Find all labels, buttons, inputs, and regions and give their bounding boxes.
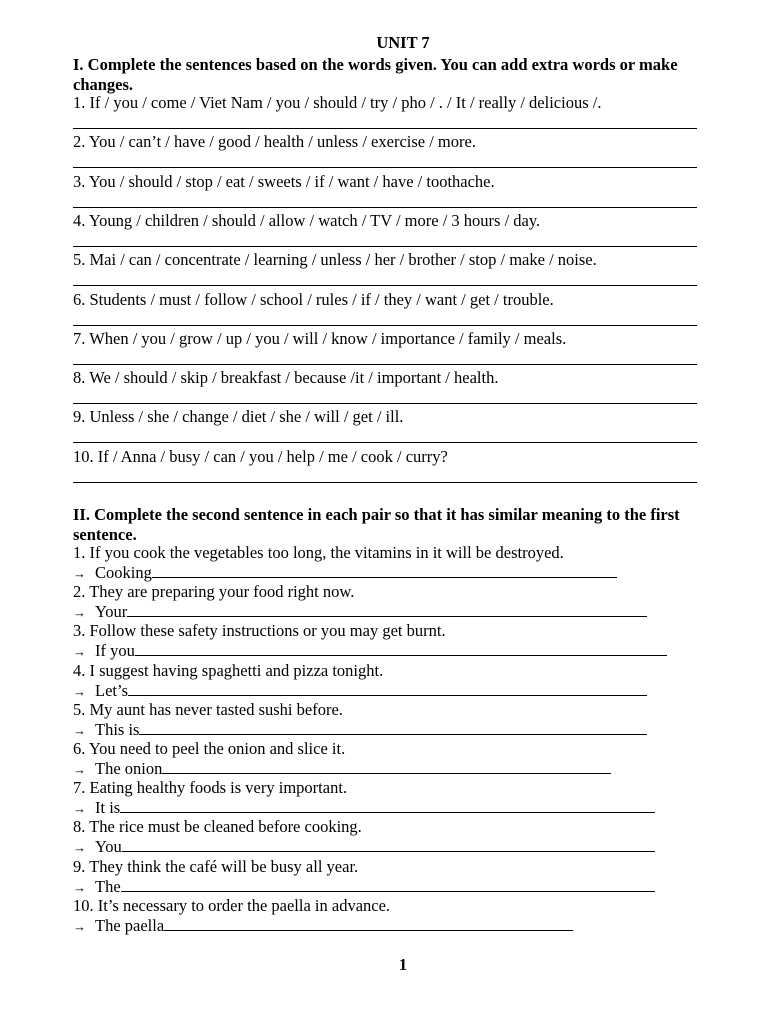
section-2-sentence: 9. They think the café will be busy all year.: [73, 856, 359, 876]
arrow-icon: →: [73, 644, 86, 660]
answer-line[interactable]: [73, 442, 697, 443]
answer-blank[interactable]: [162, 759, 611, 774]
answer-blank[interactable]: [122, 837, 655, 852]
rewrite-line: [73, 681, 647, 702]
rewrite-line: [73, 837, 655, 858]
section-1-item: 2. You / can’t / have / good / health / unless / exercise / more.: [73, 132, 476, 152]
answer-line[interactable]: [73, 246, 697, 247]
answer-blank[interactable]: [152, 563, 617, 578]
page-number: 1: [398, 955, 408, 974]
section-1-item: 6. Students / must / follow / school / rules / if / they / want / get / trouble.: [73, 289, 554, 309]
rewrite-line: [73, 602, 647, 623]
rewrite-line: [73, 798, 655, 819]
section-1-heading: I. Complete the sentences based on the words given. You can add extra words or make changes.: [73, 55, 678, 94]
arrow-icon: →: [73, 840, 86, 856]
section-2-sentence: 7. Eating healthy foods is very important.: [73, 778, 348, 798]
rewrite-start: The onion: [95, 759, 163, 778]
rewrite-line: [73, 759, 611, 780]
arrow-icon: →: [73, 683, 86, 699]
rewrite-start: You: [95, 837, 122, 857]
rewrite-start: If you: [95, 641, 135, 661]
section-2-sentence: 5. My aunt has never tasted sushi before.: [73, 699, 343, 719]
answer-line[interactable]: [73, 207, 697, 208]
answer-blank[interactable]: [128, 681, 647, 696]
arrow-icon: →: [73, 722, 86, 738]
rewrite-start: Cooking: [95, 563, 152, 582]
answer-line[interactable]: [73, 167, 697, 168]
answer-blank[interactable]: [139, 720, 647, 735]
section-2-sentence: 1. If you cook the vegetables too long, the vitamins in it will be destroyed.: [73, 543, 564, 562]
rewrite-start: The: [95, 876, 121, 896]
section-1-item: 9. Unless / she / change / diet / she / will / get / ill.: [73, 407, 404, 427]
arrow-icon: →: [73, 605, 86, 621]
section-2-sentence: 10. It’s necessary to order the paella in advance.: [73, 895, 391, 915]
answer-blank[interactable]: [120, 798, 655, 813]
section-1-item: 1. If / you / come / Viet Nam / you / should / try / pho / . / It / really / delicious /.: [73, 93, 602, 112]
section-2-sentence: 6. You need to peel the onion and slice it.: [73, 739, 346, 758]
rewrite-start: This is: [95, 719, 140, 739]
section-2-sentence: 3. Follow these safety instructions or you may get burnt.: [73, 621, 446, 641]
rewrite-line: [73, 916, 573, 937]
answer-line[interactable]: [73, 325, 697, 326]
section-1-item: 5. Mai / can / concentrate / learning / unless / her / brother / stop / make / noise.: [73, 250, 597, 270]
section-1-item: 3. You / should / stop / eat / sweets / if / want / have / toothache.: [73, 171, 495, 191]
rewrite-line: [73, 563, 617, 584]
answer-blank[interactable]: [135, 641, 667, 656]
section-2-sentence: 4. I suggest having spaghetti and pizza tonight.: [73, 660, 384, 680]
arrow-icon: →: [73, 762, 86, 777]
section-2-sentence: 8. The rice must be cleaned before cooking.: [73, 817, 362, 837]
section-1-item: 4. Young / children / should / allow / watch / TV / more / 3 hours / day.: [73, 210, 541, 230]
answer-line[interactable]: [73, 364, 697, 365]
rewrite-start: Let’s: [95, 680, 128, 700]
arrow-icon: →: [73, 879, 86, 895]
arrow-icon: →: [73, 801, 86, 817]
arrow-icon: →: [73, 918, 86, 934]
rewrite-line: [73, 641, 667, 662]
rewrite-line: [73, 720, 647, 741]
rewrite-start: Your: [95, 602, 128, 622]
answer-line[interactable]: [73, 482, 697, 483]
answer-blank[interactable]: [164, 916, 573, 931]
answer-blank[interactable]: [121, 877, 655, 892]
rewrite-start: It is: [95, 798, 121, 818]
section-1-item: 8. We / should / skip / breakfast / because /it / important / health.: [73, 368, 499, 388]
section-2-sentence: 2. They are preparing your food right now.: [73, 582, 355, 602]
rewrite-start: The paella: [95, 915, 165, 935]
unit-title: UNIT 7: [376, 33, 430, 52]
answer-blank[interactable]: [127, 602, 647, 617]
section-2-heading: II. Complete the second sentence in each pair so that it has similar meaning to the first sentence.: [73, 505, 680, 544]
section-1-item: 10. If / Anna / busy / can / you / help / me / cook / curry?: [73, 446, 448, 466]
arrow-icon: →: [73, 566, 86, 581]
rewrite-line: [73, 877, 655, 898]
answer-line[interactable]: [73, 403, 697, 404]
section-1-item: 7. When / you / grow / up / you / will / know / importance / family / meals.: [73, 328, 567, 348]
answer-line[interactable]: [73, 285, 697, 286]
answer-line[interactable]: [73, 128, 697, 129]
